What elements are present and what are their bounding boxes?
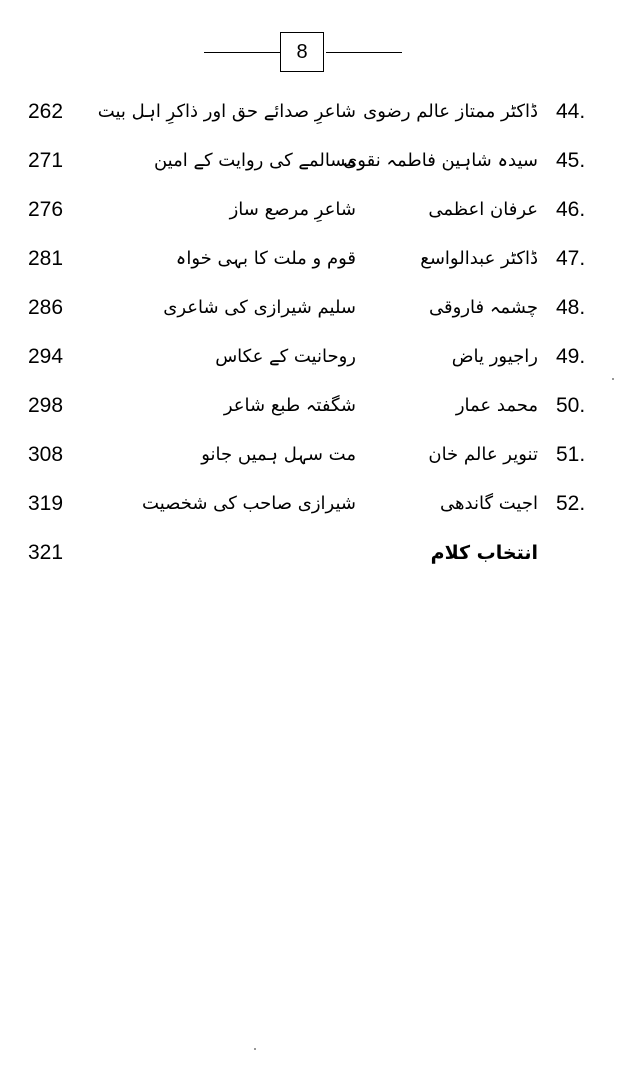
page-header [0,30,644,80]
entry-page-number: 286 [28,296,64,319]
entry-page-number: 308 [28,443,64,466]
entry-author: تنویر عالم خان [428,444,538,465]
entry-title: مسالمے کی روایت کے امین [153,150,356,171]
print-speck [612,378,614,380]
entry-title: شیرازی صاحب کی شخصیت [142,493,356,514]
entry-author: محمد عمار [455,395,538,416]
toc-row-46 [0,190,644,239]
entry-author: اجیت گاندھی [440,493,538,514]
entry-title: روحانیت کے عکاس [215,346,356,367]
entry-page-number: 298 [28,394,64,417]
entry-page-number: 281 [28,247,64,270]
entry-number: 46. [556,198,586,221]
toc-row-45 [0,141,644,190]
selection-heading: انتخاب کلام [430,542,538,564]
entry-page-number: 262 [28,100,64,123]
entry-number: 44. [556,100,586,123]
entry-page-number: 294 [28,345,64,368]
toc-row-49 [0,337,644,386]
print-speck [254,1048,256,1050]
entry-author: سیدہ شاہین فاطمہ نقوی [343,150,538,171]
entry-number: 50. [556,394,586,417]
entry-page-number: 271 [28,149,64,172]
entry-page-number: 276 [28,198,64,221]
entry-page-number: 321 [28,541,64,564]
entry-page-number: 319 [28,492,64,515]
entry-title: شگفتہ طبع شاعر [223,395,356,416]
page-number: 8 [280,32,324,72]
entry-title: مت سہل ہمیں جانو [201,444,356,465]
entry-number: 52. [556,492,586,515]
toc-row-44 [0,92,644,141]
toc-row-52 [0,484,644,533]
entry-author: ڈاکٹر ممتاز عالم رضوی [363,101,538,122]
entry-author: راجیور یاض [451,346,538,367]
entry-title: سلیم شیرازی کی شاعری [163,297,356,318]
entry-title: شاعرِ مرصع ساز [229,199,356,220]
table-of-contents [0,92,644,582]
toc-row-47 [0,239,644,288]
entry-number: 51. [556,443,586,466]
toc-row-51 [0,435,644,484]
toc-row-50 [0,386,644,435]
entry-author: ڈاکٹر عبدالواسع [420,248,538,269]
header-rule-right [326,52,402,53]
entry-title: شاعرِ صدائے حق اور ذاکرِ اہل بیت [97,101,356,122]
header-rule-left [204,52,280,53]
entry-number: 47. [556,247,586,270]
entry-number: 45. [556,149,586,172]
entry-author: عرفان اعظمی [428,199,538,220]
toc-row-48 [0,288,644,337]
entry-author: چشمہ فاروقی [429,297,538,318]
entry-title: قوم و ملت کا بہی خواہ [175,248,356,269]
entry-number: 49. [556,345,586,368]
entry-number: 48. [556,296,586,319]
toc-row-selection [0,533,644,582]
